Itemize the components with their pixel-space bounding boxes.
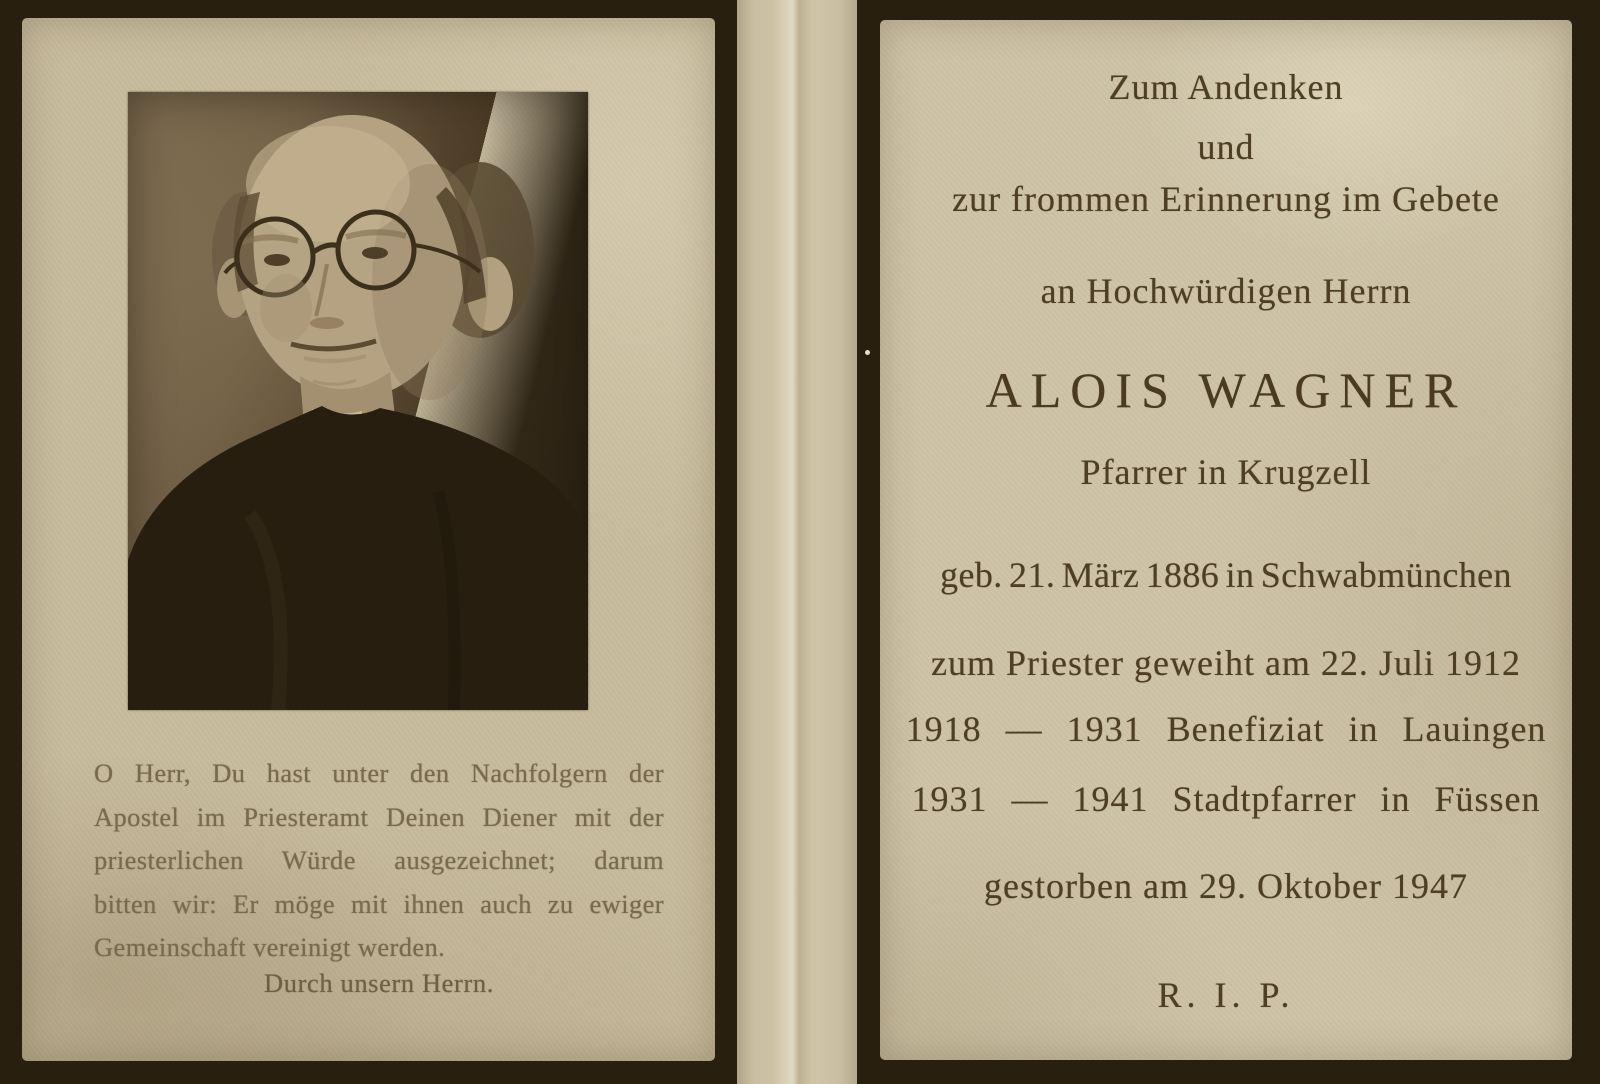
memorial-intro-line-3: zur frommen Erinnerung im Gebete: [952, 179, 1500, 219]
service-line-2: 1931 — 1941 Stadtpfarrer in Füssen: [911, 779, 1541, 819]
prayer-line-4: bitten wir: Er möge mit ihnen auch zu ewiger: [94, 888, 664, 919]
deceased-role: Pfarrer in Krugzell: [1080, 452, 1372, 492]
priest-portrait-illustration: [128, 92, 588, 710]
right-page-frame: [857, 0, 1600, 1084]
death-line: gestorben am 29. Oktober 1947: [984, 866, 1468, 906]
deceased-name: ALOIS WAGNER: [985, 362, 1467, 418]
priest-portrait-photo: [128, 92, 588, 710]
left-page-frame: [0, 0, 737, 1084]
birth-line: geb. 21. März 1886 in Schwabmünchen: [940, 555, 1512, 595]
prayer-line-2: Apostel im Priesteramt Deinen Diener mit der: [94, 801, 664, 832]
rip-line: R. I. P.: [1157, 975, 1295, 1015]
prayer-text: [94, 752, 664, 970]
card-fold-gap: [737, 0, 857, 1084]
memorial-intro-line-2: und: [1197, 127, 1255, 167]
right-page-paper: [880, 20, 1572, 1060]
prayer-line-3: priesterlichen Würde ausgezeichnet; darum: [94, 845, 664, 875]
ordination-line: zum Priester geweiht am 22. Juli 1912: [931, 643, 1521, 683]
prayer-line-5: Gemeinschaft vereinigt werden.: [94, 932, 446, 962]
prayer-line-1: O Herr, Du hast unter den Nachfolgern der: [94, 758, 664, 788]
left-page-paper: [22, 18, 715, 1061]
prayer-closing-line: Durch unsern Herrn.: [264, 968, 494, 998]
memorial-intro-line-1: Zum Andenken: [1108, 67, 1344, 107]
service-line-1: 1918 — 1931 Benefiziat in Lauingen: [905, 709, 1547, 749]
salutation-line: an Hochwürdigen Herrn: [1040, 271, 1412, 311]
paper-speck: [865, 350, 870, 355]
